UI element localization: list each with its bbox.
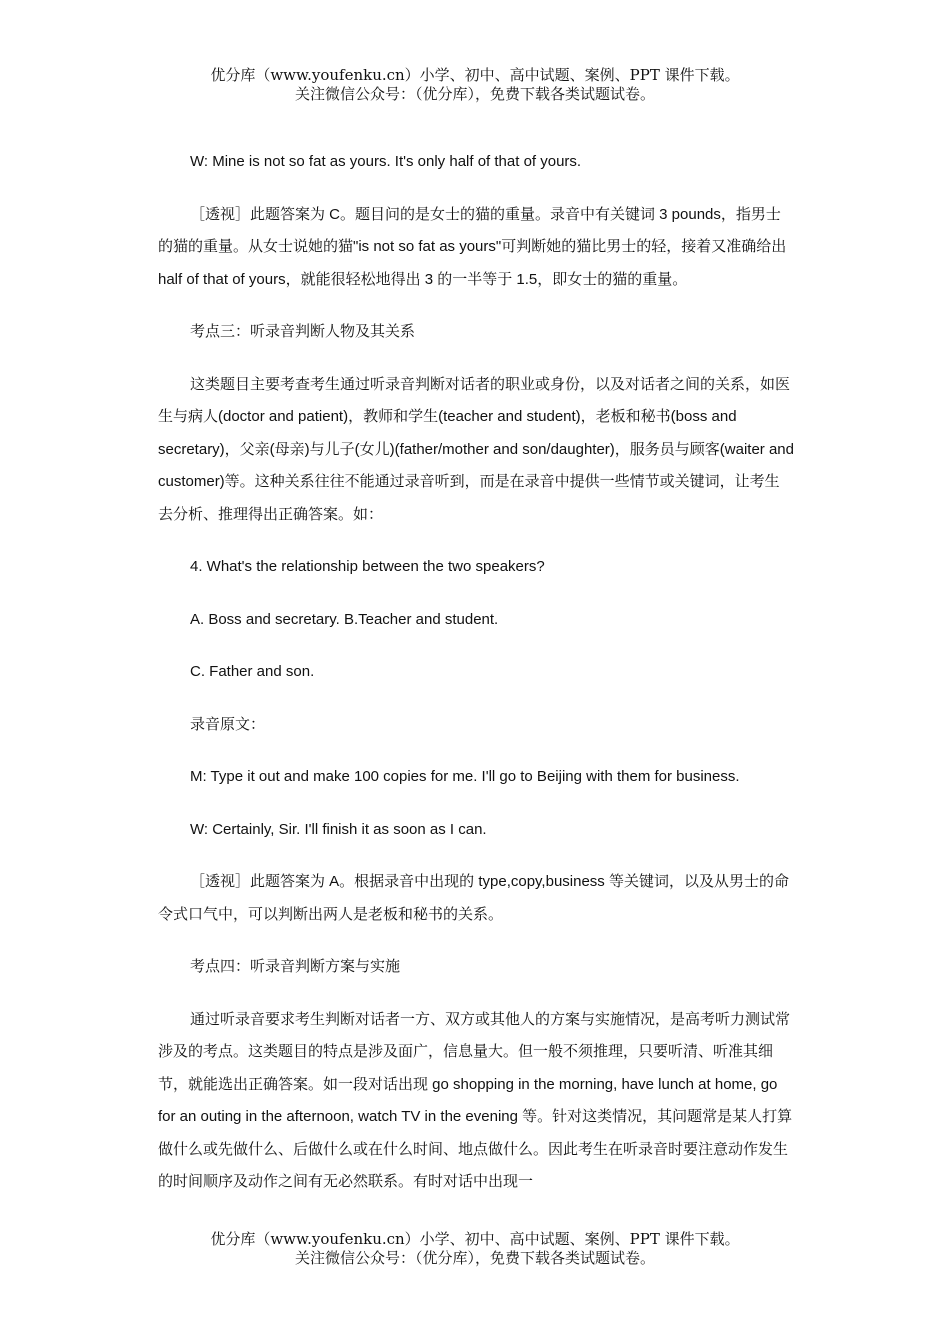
- section-heading-3: 考点三：听录音判断人物及其关系: [190, 323, 416, 340]
- question-4-options-ab: A. Boss and secretary. B.Teacher and student.: [190, 610, 499, 628]
- page-header: [0, 66, 950, 104]
- question-4-option-c: C. Father and son.: [190, 663, 315, 680]
- dialogue-line-m: M: Type it out and make 100 copies for me. I'll go to Beijing with them for business.: [190, 768, 740, 785]
- transcript-label: 录音原文：: [190, 715, 266, 733]
- header-line-2: 关注微信公众号：（优分库），免费下载各类试题试卷。: [294, 85, 655, 103]
- dialogue-line-w: W: Certainly, Sir. I'll finish it as soon as I can.: [190, 820, 487, 838]
- analysis-paragraph-2: ［透视］此题答案为 A。根据录音中出现的 type,copy,business 等关键词，以及从男士的命令式口气中，可以判断出两人是老板和秘书的关系。: [158, 873, 789, 923]
- analysis-paragraph-1: ［透视］此题答案为 C。题目问的是女士的猫的重量。录音中有关键词 3 pounds，指男士的猫的重量。从女士说她的猫"is not so fat as yours"可判断她的猫比男士的轻，接着又准确给出 half of that of yours，就能很轻松地得出 3 的一半等于 1.5，即女士的猫的重量。: [158, 205, 787, 288]
- question-4: 4. What's the relationship between the two speakers?: [190, 558, 545, 575]
- header-line-1: 优分库（www.youfenku.cn）小学、初中、高中试题、案例、PPT 课件下载。: [210, 66, 740, 84]
- footer-line-1: 优分库（www.youfenku.cn）小学、初中、高中试题、案例、PPT 课件下载。: [210, 1230, 740, 1248]
- footer-line-2: 关注微信公众号：（优分库），免费下载各类试题试卷。: [294, 1249, 655, 1267]
- section-3-intro-paragraph: 这类题目主要考查考生通过听录音判断对话者的职业或身份，以及对话者之间的关系，如医生与病人(doctor and patient)，教师和学生(teacher and student)，老板和秘书(boss and secretary)，父亲(母亲)与儿子(女儿)(father/mother and son/daughter)，服务员与顾客(waiter and customer)等。这种关系往往不能通过录音听到，而是在录音中提供一些情节或关键词，让考生去分析、推理得出正确答案。如：: [158, 375, 794, 523]
- document-body: [158, 146, 794, 1199]
- page-footer: [0, 1230, 950, 1268]
- section-4-intro-paragraph: 通过听录音要求考生判断对话者一方、双方或其他人的方案与实施情况，是高考听力测试常涉及的考点。这类题目的特点是涉及面广，信息量大。但一般不须推理，只要听清、听准其细节，就能选出正确答案。如一段对话出现 go shopping in the morning, have lunch at home, go for an outing in the afternoon, watch TV in the evening 等。针对这类情况，其问题常是某人打算做什么或先做什么、后做什么或在什么时间、地点做什么。因此考生在听录音时要注意动作发生的时间顺序及动作之间有无必然联系。有时对话中出现一: [158, 1010, 793, 1190]
- dialogue-line-w-mine: W: Mine is not so fat as yours. It's only half of that of yours.: [190, 153, 582, 170]
- section-heading-4: 考点四：听录音判断方案与实施: [190, 958, 401, 975]
